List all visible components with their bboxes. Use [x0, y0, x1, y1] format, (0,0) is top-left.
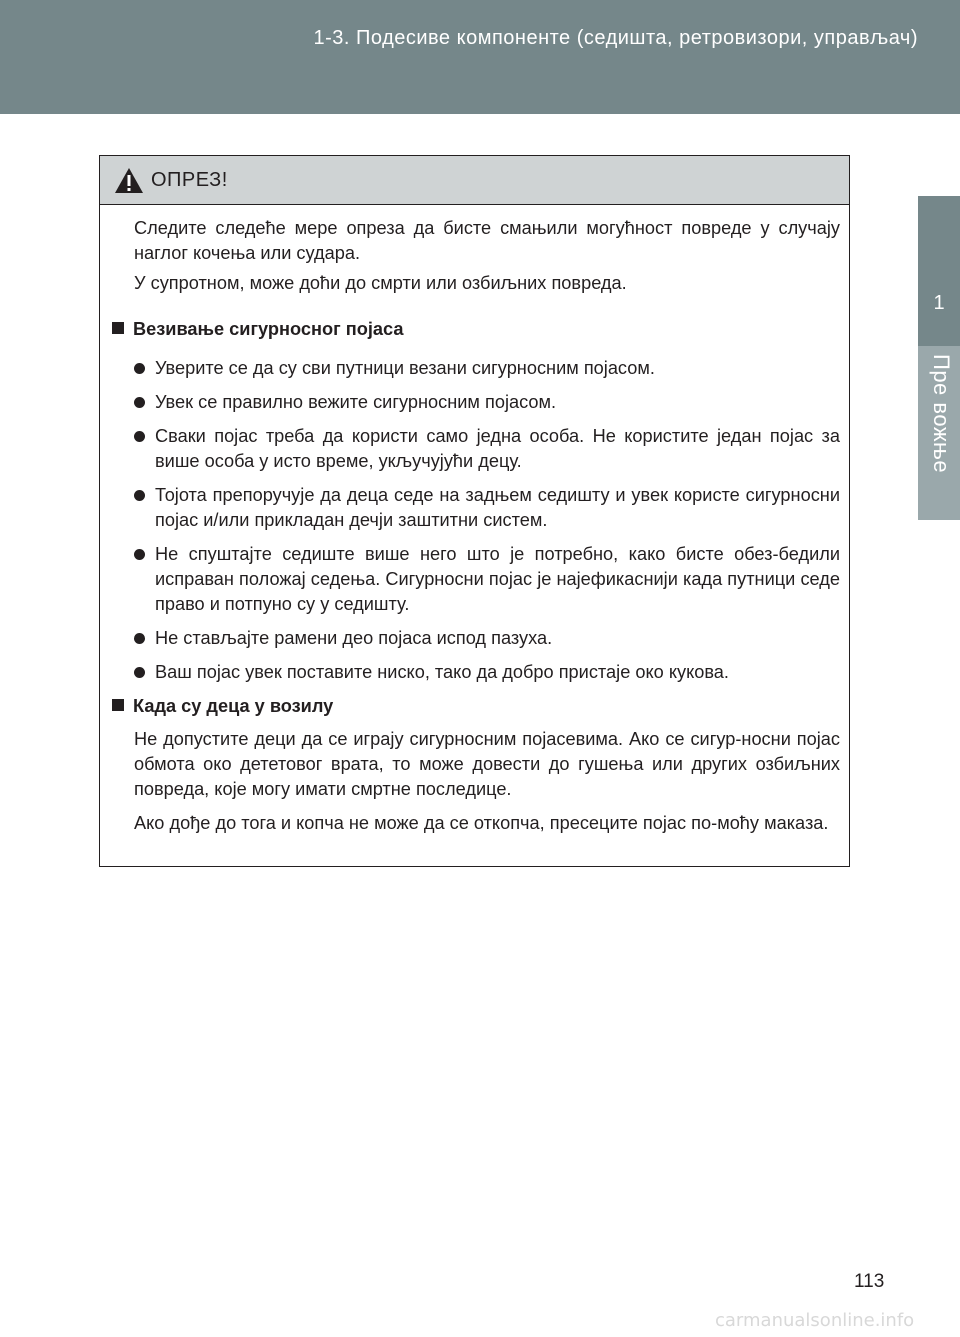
chapter-label: Пре вожње	[929, 354, 954, 474]
caution-box	[99, 155, 850, 867]
chapter-tab-dark	[918, 196, 960, 346]
warning-triangle-icon	[114, 167, 144, 194]
section-heading	[112, 317, 403, 342]
bullet-item: Уверите се да су сви путници везани сигурносним појасом.	[134, 356, 840, 381]
watermark: carmanualsonline.info	[715, 1310, 915, 1331]
section-heading-text: Везивање сигурносног појаса	[133, 319, 404, 339]
intro-paragraph: Следите следеће мере опреза да бисте смањили могућност повреде у случају наглог кочења или судара.	[134, 218, 840, 263]
section-heading-text: Када су деца у возилу	[133, 696, 334, 716]
bullet-item: Не стављајте рамени део појаса испод пазуха.	[134, 626, 840, 651]
chapter-number: 1	[933, 292, 945, 314]
black-square-icon	[112, 322, 124, 334]
caution-header	[100, 156, 849, 205]
section-paragraph: Ако дође до тога и копча не може да се откопча, пресеците појас по-моћу маказа.	[134, 813, 829, 833]
caution-title: ОПРЕЗ!	[151, 169, 228, 191]
header-band	[0, 0, 960, 114]
intro-paragraph: У супротном, може доћи до смрти или озбиљних повреда.	[134, 273, 627, 293]
bullet-item: Тојота препоручује да деца седе на задњем седишту и увек користе сигурносни појас и/или прикладан дечји заштитни систем.	[134, 483, 840, 533]
page-number: 113	[854, 1271, 885, 1292]
bullet-item: Ваш појас увек поставите ниско, тако да добро пристаје око кукова.	[134, 660, 840, 685]
section-paragraph: Не допустите деци да се играју сигурносним појасевима. Ако се сигур-носни појас обмота око дететовог врата, то може довести до гушења или других озбиљних повреда, које могу имати смртне последице.	[134, 729, 840, 799]
bullet-item: Сваки појас треба да користи само једна особа. Не користите један појас за више особа у исто време, укључујући децу.	[134, 424, 840, 474]
bullet-item: Не спуштајте седиште више него што је потребно, како бисте обез-бедили исправан положај седења. Сигурносни појас је најефикаснији када путници седе право и потпуно су у седишту.	[134, 542, 840, 617]
bullet-item: Увек се правилно вежите сигурносним појасом.	[134, 390, 840, 415]
black-square-icon	[112, 699, 124, 711]
section-title: 1-3. Подесиве компоненте (седишта, ретровизори, управљач)	[313, 27, 918, 49]
section-heading	[112, 694, 333, 719]
